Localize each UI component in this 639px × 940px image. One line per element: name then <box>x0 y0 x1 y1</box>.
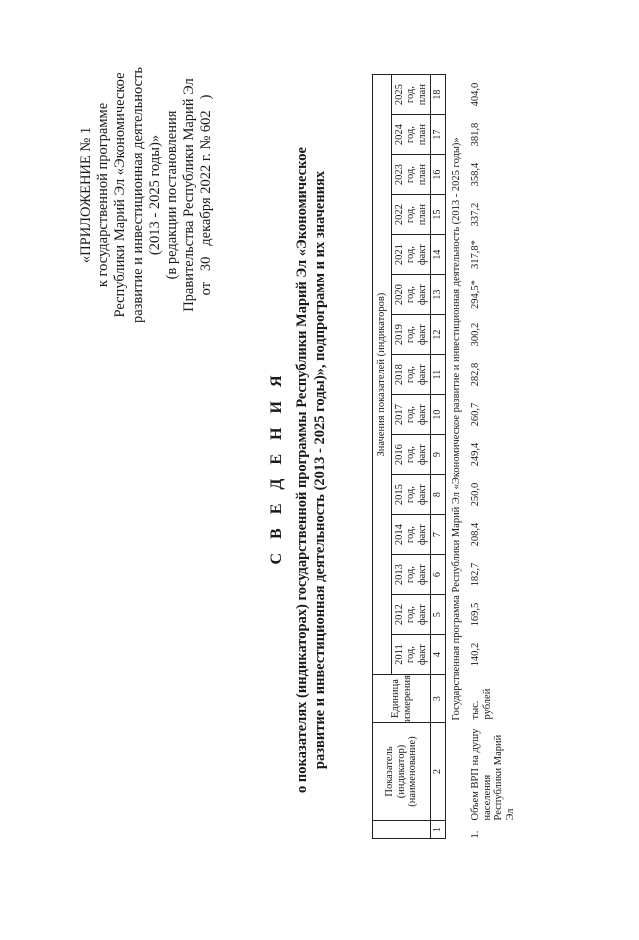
header-year-part: факт <box>416 564 428 586</box>
header-year-part: 2015 <box>393 484 405 506</box>
header-year-part: 2012 <box>393 604 405 626</box>
table-column-numbers-row <box>431 75 446 839</box>
column-number-cell: 15 <box>431 195 446 235</box>
header-year-2022 <box>392 195 431 235</box>
header-year-part: год, <box>405 126 417 144</box>
title-main: С В Е Д Е Н И Я <box>268 370 285 565</box>
appendix-line-1: «ПРИЛОЖЕНИЕ № 1 <box>78 126 94 264</box>
column-number-cell: 16 <box>431 155 446 195</box>
header-year-2019 <box>392 315 431 355</box>
header-indicator-name: Показатель (индикатор) (наименование) <box>373 723 431 821</box>
header-year-2020 <box>392 275 431 315</box>
value-cell: 404,0 <box>470 82 481 107</box>
header-year-2014 <box>392 515 431 555</box>
header-year-part: год, <box>405 486 417 504</box>
header-year-part: 2023 <box>393 164 405 186</box>
column-number-cell: 10 <box>431 395 446 435</box>
header-year-part: год, <box>405 406 417 424</box>
header-year-2015 <box>392 475 431 515</box>
header-unit: Единица измерения <box>373 675 431 723</box>
value-cell: 250,0 <box>470 482 481 507</box>
table-header-row <box>373 75 392 839</box>
appendix-line-2: к государственной программе <box>95 102 112 288</box>
value-cell: 169,5 <box>470 602 481 627</box>
header-year-part: план <box>416 124 428 146</box>
appendix-line-8: от 30 декабря 2022 г. № 602 ) <box>198 94 215 296</box>
value-cell: 381,8 <box>470 122 481 147</box>
column-number-cell: 5 <box>431 595 446 635</box>
value-cell: 140,2 <box>470 642 481 667</box>
header-year-part: год, <box>405 566 417 584</box>
header-year-part: факт <box>416 484 428 506</box>
column-number-cell: 4 <box>431 635 446 675</box>
header-year-part: факт <box>416 324 428 346</box>
column-number-cell: 12 <box>431 315 446 355</box>
header-year-part: год, <box>405 166 417 184</box>
row-number: 1. <box>470 830 481 839</box>
header-year-part: план <box>416 84 428 106</box>
header-year-part: год, <box>405 646 417 664</box>
header-values: Значения показателей (индикаторов) <box>373 75 392 675</box>
value-cell: 294,5* <box>470 280 481 310</box>
column-number-cell: 1 <box>431 821 446 839</box>
header-year-part: план <box>416 204 428 226</box>
row-indicator-cell <box>468 723 520 839</box>
column-number-cell: 3 <box>431 675 446 723</box>
value-cell: 249,4 <box>470 442 481 467</box>
header-year-part: год, <box>405 286 417 304</box>
column-number-cell: 8 <box>431 475 446 515</box>
header-year-part: год, <box>405 606 417 624</box>
value-cell: 337,2 <box>470 202 481 227</box>
header-year-part: год, <box>405 206 417 224</box>
column-number-cell: 11 <box>431 355 446 395</box>
value-cell: 282,8 <box>470 362 481 387</box>
header-year-part: год, <box>405 526 417 544</box>
header-year-part: 2018 <box>393 364 405 386</box>
section-title: Государственная программа Республики Марий Эл «Экономическое развитие и инвестиционная деятельность (2013 - 2025 годы)» <box>451 137 463 721</box>
row-unit: тыс. рублей <box>470 688 493 720</box>
header-year-part: факт <box>416 364 428 386</box>
header-year-2021 <box>392 235 431 275</box>
value-cell: 260,7 <box>470 402 481 427</box>
column-number-cell: 17 <box>431 115 446 155</box>
appendix-line-3: Республики Марий Эл «Экономическое <box>112 72 129 318</box>
header-year-part: 2019 <box>393 324 405 346</box>
header-year-part: 2024 <box>393 124 405 146</box>
column-number-cell: 14 <box>431 235 446 275</box>
header-year-2018 <box>392 355 431 395</box>
header-year-part: факт <box>416 604 428 626</box>
header-year-part: план <box>416 164 428 186</box>
value-cell: 317,8* <box>470 240 481 270</box>
value-cell: 358,4 <box>470 162 481 187</box>
header-year-part: 2014 <box>393 524 405 546</box>
header-year-part: факт <box>416 444 428 466</box>
header-year-part: факт <box>416 644 428 666</box>
header-year-part: 2013 <box>393 564 405 586</box>
column-number-cell: 2 <box>431 723 446 821</box>
header-year-part: год, <box>405 86 417 104</box>
header-num-cell <box>373 821 431 839</box>
table-row <box>468 75 520 839</box>
header-year-2016 <box>392 435 431 475</box>
header-year-part: 2025 <box>393 84 405 106</box>
header-year-2025 <box>392 75 431 115</box>
header-year-part: факт <box>416 244 428 266</box>
header-year-part: год, <box>405 246 417 264</box>
header-year-2024 <box>392 115 431 155</box>
header-year-2012 <box>392 595 431 635</box>
value-cell: 208,4 <box>470 522 481 547</box>
header-year-part: 2017 <box>393 404 405 426</box>
value-cell: 182,7 <box>470 562 481 587</box>
header-year-2023 <box>392 155 431 195</box>
header-year-2017 <box>392 395 431 435</box>
appendix-line-7: Правительства Республики Марий Эл <box>181 78 198 312</box>
column-number-cell: 18 <box>431 75 446 115</box>
header-year-part: 2022 <box>393 204 405 226</box>
header-year-part: факт <box>416 524 428 546</box>
appendix-line-5: (2013 - 2025 годы)» <box>146 134 163 256</box>
appendix-header <box>78 45 216 345</box>
header-year-part: год, <box>405 366 417 384</box>
column-number-cell: 7 <box>431 515 446 555</box>
header-year-part: 2021 <box>393 244 405 266</box>
column-number-cell: 6 <box>431 555 446 595</box>
title-sub-line-2: развитие и инвестиционная деятельность (2013 - 2025 годы)», подпрограмм и их значениях <box>311 170 328 770</box>
value-cell: 300,2 <box>470 322 481 347</box>
title-subtitle <box>294 0 329 940</box>
column-number-cell: 9 <box>431 435 446 475</box>
header-year-part: 2016 <box>393 444 405 466</box>
header-year-part: факт <box>416 404 428 426</box>
title-sub-line-1: о показателях (индикаторах) государственной программы Республики Марий Эл «Экономическое <box>294 147 310 793</box>
header-year-part: 2011 <box>393 644 405 665</box>
table-section-row <box>446 75 469 839</box>
header-year-2011 <box>392 635 431 675</box>
indicators-table <box>372 74 520 839</box>
header-year-2013 <box>392 555 431 595</box>
header-year-part: год, <box>405 326 417 344</box>
appendix-line-4: развитие и инвестиционная деятельность <box>129 66 146 324</box>
appendix-line-6: (в редакции постановления <box>164 110 181 280</box>
row-indicator-name: Объем ВРП на душу населения Республики Марий Эл <box>470 728 516 821</box>
header-year-part: факт <box>416 284 428 306</box>
header-year-part: год, <box>405 446 417 464</box>
document-title <box>268 0 329 905</box>
column-number-cell: 13 <box>431 275 446 315</box>
header-year-part: 2020 <box>393 284 405 306</box>
